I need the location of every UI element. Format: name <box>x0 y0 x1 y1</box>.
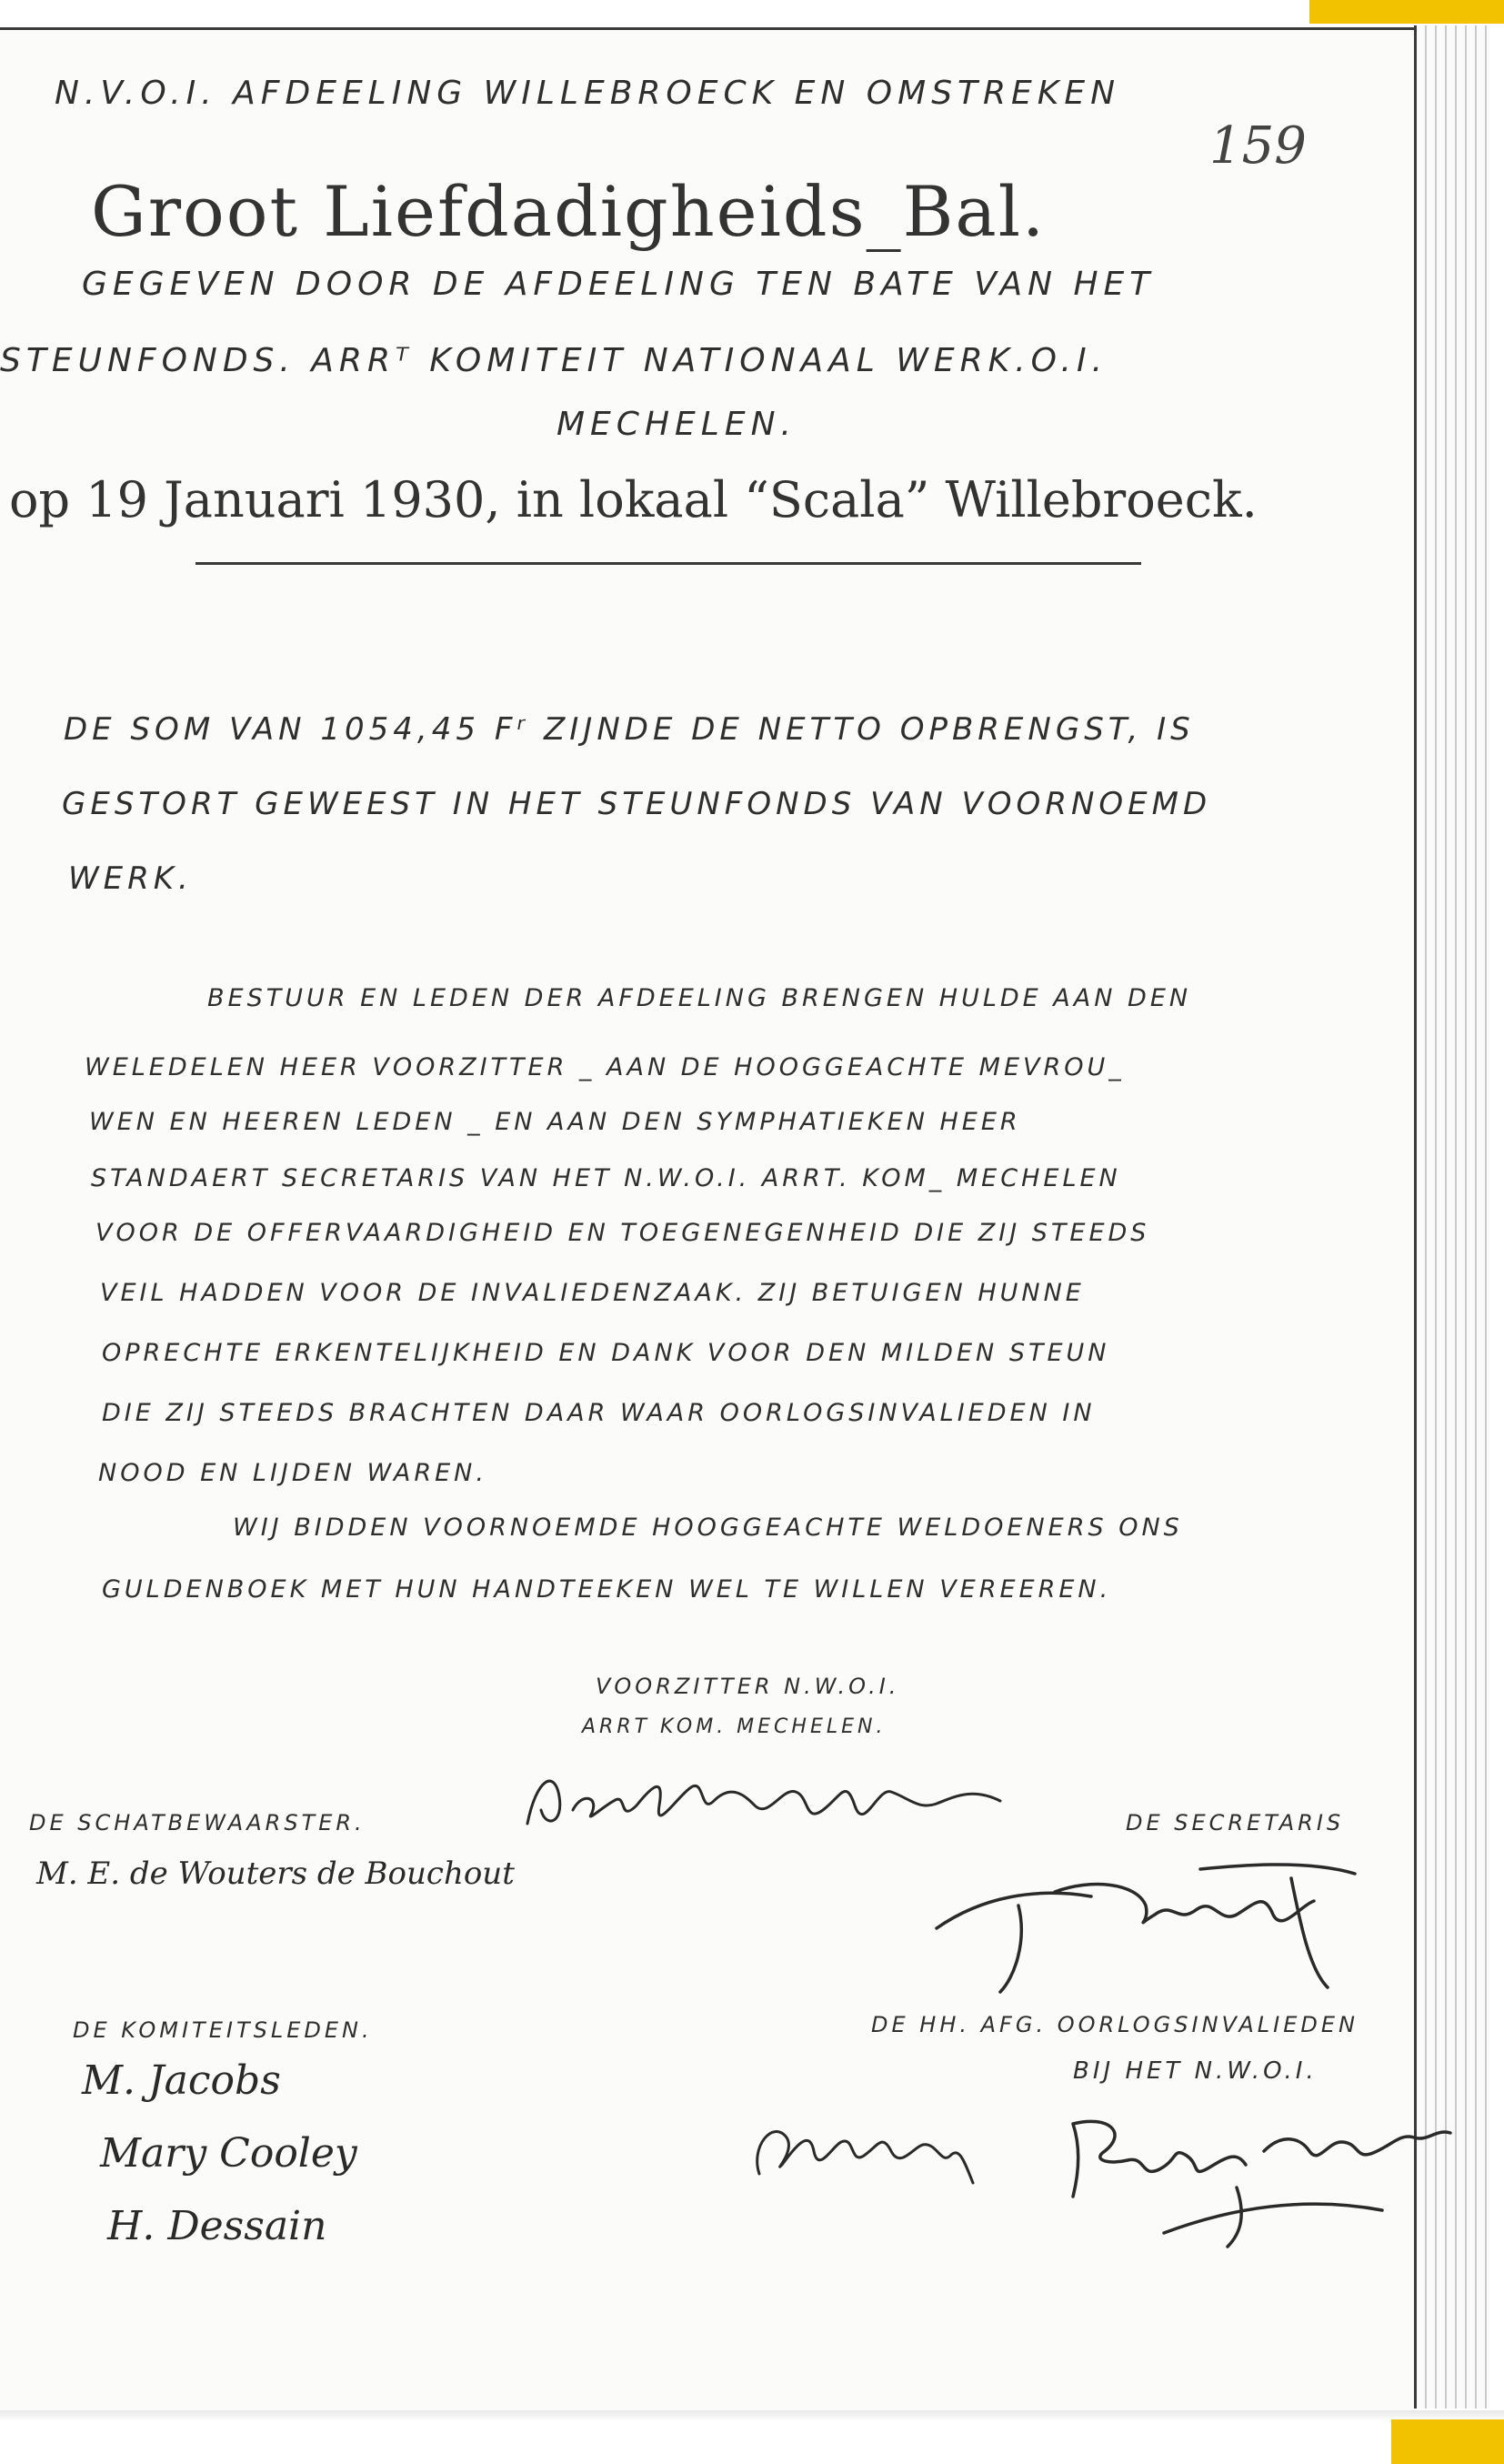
header-subtitle-2: STEUNFONDS. ARRᵀ KOMITEIT NATIONAAL WERK.O.I. <box>0 342 1108 379</box>
header-subtitle-3: MECHELEN. <box>556 406 797 443</box>
page-number: 159 <box>1209 116 1307 176</box>
veteran-signature-1 <box>746 2110 982 2192</box>
paragraph2-line-3: WEN EN HEEREN LEDEN _ EN AAN DEN SYMPHATIEKEN HEER <box>89 1108 1021 1136</box>
committee-signature-2: Mary Cooley <box>100 2130 357 2177</box>
treasurer-label: DE SCHATBEWAARSTER. <box>29 1810 366 1835</box>
veterans-label-1: DE HH. AFG. OORLOGSINVALIEDEN <box>871 2012 1359 2037</box>
paragraph2-line-7: OPRECHTE ERKENTELIJKHEID EN DANK VOOR DEN MILDEN STEUN <box>102 1339 1110 1367</box>
header-subtitle-1: GEGEVEN DOOR DE AFDEELING TEN BATE VAN HET <box>82 266 1156 303</box>
committee-signature-3: H. Dessain <box>107 2203 327 2249</box>
page-stack-edge <box>1414 25 1489 2409</box>
paragraph1-line-1: DE SOM VAN 1054,45 Fʳ ZIJNDE DE NETTO OPBRENGST, IS <box>64 711 1195 748</box>
paragraph2-line-4: STANDAERT SECRETARIS VAN HET N.W.O.I. ARRT. KOM_ MECHELEN <box>91 1164 1121 1192</box>
secretary-label: DE SECRETARIS <box>1126 1810 1345 1835</box>
paragraph2-line-2: WELEDELEN HEER VOORZITTER _ AAN DE HOOGGEACHTE MEVROU_ <box>85 1053 1125 1081</box>
event-dateline: op 19 Januari 1930, in lokaal “Scala” Willebroeck. <box>9 471 1258 528</box>
header-organisation: N.V.O.I. AFDEELING WILLEBROECK EN OMSTREKEN <box>55 75 1121 112</box>
committee-label: DE KOMITEITSLEDEN. <box>73 2017 373 2043</box>
secretary-signature <box>927 1842 1382 1996</box>
paragraph2-line-5: VOOR DE OFFERVAARDIGHEID EN TOEGENEGENHEID DIE ZIJ STEEDS <box>95 1219 1150 1247</box>
paragraph2-line-1: BESTUUR EN LEDEN DER AFDEELING BRENGEN HULDE AAN DEN <box>207 984 1192 1012</box>
paragraph1-line-2: GESTORT GEWEEST IN HET STEUNFONDS VAN VOORNOEMD <box>62 786 1212 822</box>
header-divider <box>196 562 1141 565</box>
chair-label-2: ARRT KOM. MECHELEN. <box>582 1715 887 1738</box>
treasurer-signature: M. E. de Wouters de Bouchout <box>36 1856 515 1892</box>
veterans-label-2: BIJ HET N.W.O.I. <box>1073 2057 1318 2085</box>
paragraph2-line-8: DIE ZIJ STEEDS BRACHTEN DAAR WAAR OORLOGSINVALIEDEN IN <box>102 1399 1096 1427</box>
bottom-shadow <box>0 2410 1504 2421</box>
committee-signature-1: M. Jacobs <box>82 2057 281 2104</box>
paragraph3-line-1: WIJ BIDDEN VOORNOEMDE HOOGGEACHTE WELDOENERS ONS <box>233 1514 1183 1542</box>
paragraph2-line-6: VEIL HADDEN VOOR DE INVALIEDENZAAK. ZIJ BETUIGEN HUNNE <box>100 1279 1085 1307</box>
paragraph3-line-2: GULDENBOEK MET HUN HANDTEEKEN WEL TE WILLEN VEREEREN. <box>102 1575 1112 1604</box>
veteran-signature-2 <box>1055 2097 1455 2251</box>
yellow-paper-corner <box>1309 0 1504 24</box>
document-title: Groot Liefdadigheids_Bal. <box>91 171 1047 252</box>
paragraph1-line-3: WERK. <box>68 860 193 897</box>
yellow-paper-corner-bottom <box>1391 2419 1504 2464</box>
chair-label-1: VOORZITTER N.W.O.I. <box>596 1674 900 1699</box>
paragraph2-line-9: NOOD EN LIJDEN WAREN. <box>98 1459 487 1487</box>
chairman-signature <box>518 1760 1009 1842</box>
